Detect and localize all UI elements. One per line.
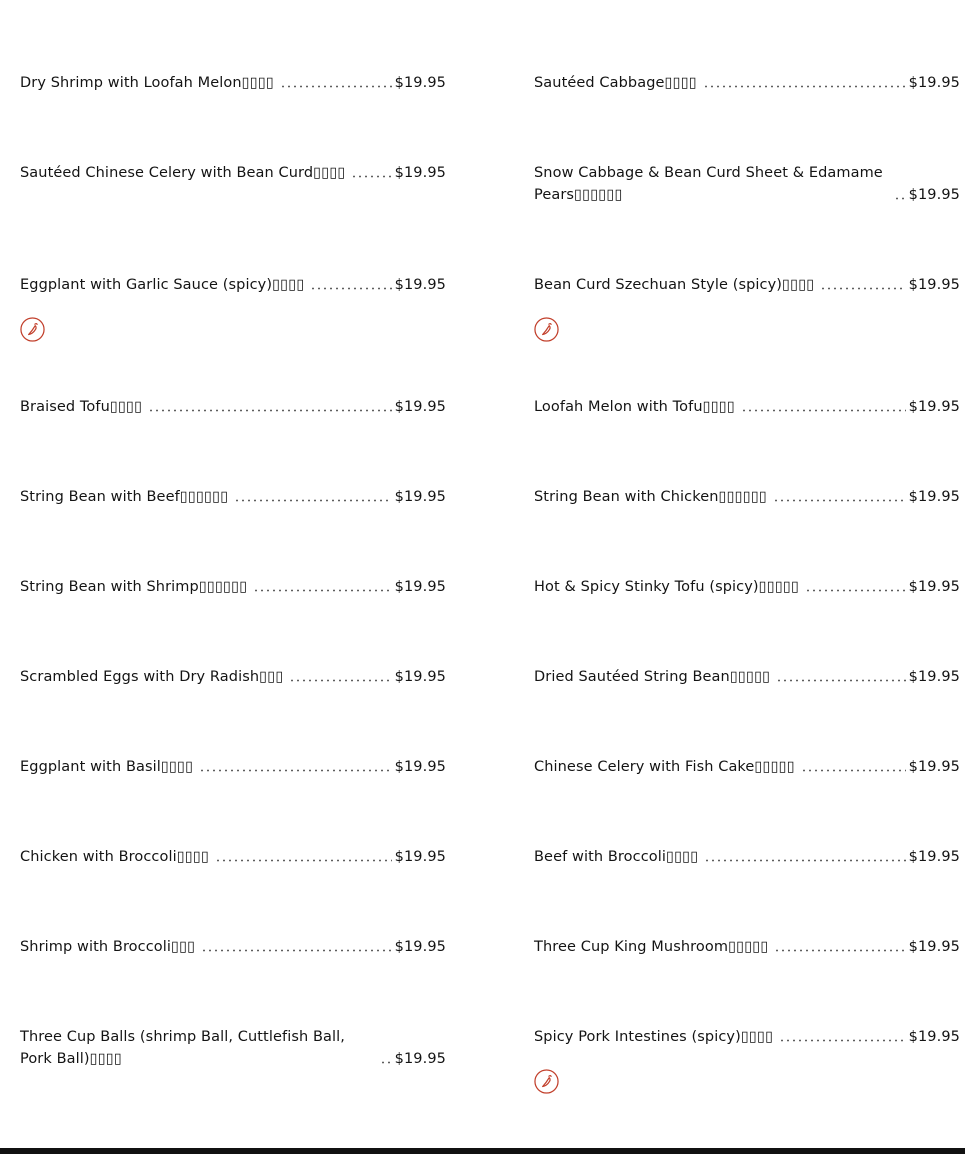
dot-leader — [741, 409, 906, 412]
dot-leader — [703, 85, 906, 88]
dot-leader — [310, 287, 391, 290]
menu-item-name: Dry Shrimp with Loofah Melon▯▯▯▯ — [20, 75, 275, 91]
menu-item-price: $19.95 — [394, 1051, 446, 1067]
menu-item-price: $19.95 — [908, 669, 960, 685]
menu-item-price: $19.95 — [908, 849, 960, 865]
menu-item-name: String Bean with Beef▯▯▯▯▯▯ — [20, 489, 229, 505]
menu-item-price: $19.95 — [394, 489, 446, 505]
menu-item-price: $19.95 — [908, 939, 960, 955]
menu-item-price: $19.95 — [394, 849, 446, 865]
dot-leader — [148, 409, 391, 412]
dot-leader — [894, 197, 906, 200]
menu-item-name: Loofah Melon with Tofu▯▯▯▯ — [534, 399, 735, 415]
menu-item-name: Sautéed Cabbage▯▯▯▯ — [534, 75, 697, 91]
chili-pepper-icon — [534, 317, 559, 342]
menu-item — [534, 1026, 960, 1094]
dot-leader — [779, 1039, 906, 1042]
dot-leader — [805, 589, 906, 592]
menu-item-name: Hot & Spicy Stinky Tofu (spicy)▯▯▯▯▯ — [534, 579, 800, 595]
dot-leader — [199, 769, 391, 772]
chili-pepper-icon — [20, 317, 45, 342]
menu-item — [534, 162, 960, 206]
menu-item — [534, 486, 960, 508]
menu-item-price: $19.95 — [394, 759, 446, 775]
menu-item — [20, 162, 446, 184]
menu-item — [20, 576, 446, 598]
menu-item-price: $19.95 — [908, 1029, 960, 1045]
menu-item-name: Snow Cabbage & Bean Curd Sheet & Edamame Pears▯▯▯▯▯▯ — [534, 165, 883, 203]
menu-item-name: Three Cup Balls (shrimp Ball, Cuttlefish Ball, Pork Ball)▯▯▯▯ — [20, 1029, 345, 1067]
menu-item — [20, 936, 446, 958]
menu-item-price: $19.95 — [394, 669, 446, 685]
menu-item-price: $19.95 — [908, 187, 960, 203]
menu-item — [534, 274, 960, 342]
menu-item-price: $19.95 — [394, 277, 446, 293]
menu-item — [20, 666, 446, 688]
menu-item-price: $19.95 — [394, 399, 446, 415]
menu-item-price: $19.95 — [908, 579, 960, 595]
dot-leader — [234, 499, 391, 502]
menu-item — [20, 274, 446, 342]
menu-item — [20, 756, 446, 778]
menu-item-name: Scrambled Eggs with Dry Radish▯▯▯ — [20, 669, 284, 685]
menu-item-price: $19.95 — [908, 759, 960, 775]
menu-item-name: Beef with Broccoli▯▯▯▯ — [534, 849, 699, 865]
menu-item — [20, 846, 446, 868]
dot-leader — [801, 769, 906, 772]
dot-leader — [704, 859, 905, 862]
menu-item-name: String Bean with Shrimp▯▯▯▯▯▯ — [20, 579, 248, 595]
menu-item — [534, 576, 960, 598]
menu-item-name: Dried Sautéed String Bean▯▯▯▯▯ — [534, 669, 771, 685]
menu-item — [20, 1026, 446, 1070]
menu-item-price: $19.95 — [394, 165, 446, 181]
menu-item-name: Spicy Pork Intestines (spicy)▯▯▯▯ — [534, 1029, 774, 1045]
menu-item — [20, 486, 446, 508]
menu-item-price: $19.95 — [394, 75, 446, 91]
menu-item — [534, 666, 960, 688]
menu-item-price: $19.95 — [908, 399, 960, 415]
menu-item — [534, 936, 960, 958]
chili-pepper-icon — [534, 1069, 559, 1094]
menu-item-name: Three Cup King Mushroom▯▯▯▯▯ — [534, 939, 769, 955]
menu-item-price: $19.95 — [908, 75, 960, 91]
menu-item-name: Shrimp with Broccoli▯▯▯ — [20, 939, 196, 955]
menu-item-name: Braised Tofu▯▯▯▯ — [20, 399, 143, 415]
menu-item-name: Sautéed Chinese Celery with Bean Curd▯▯▯▯ — [20, 165, 346, 181]
menu-item-name: Chinese Celery with Fish Cake▯▯▯▯▯ — [534, 759, 795, 775]
dot-leader — [215, 859, 392, 862]
dot-leader — [774, 949, 905, 952]
menu-item — [20, 396, 446, 418]
menu-item-name: Chicken with Broccoli▯▯▯▯ — [20, 849, 210, 865]
dot-leader — [289, 679, 391, 682]
footer-bar — [0, 1148, 965, 1154]
dot-leader — [280, 85, 392, 88]
menu-item-name: Bean Curd Szechuan Style (spicy)▯▯▯▯ — [534, 277, 815, 293]
dot-leader — [380, 1061, 392, 1064]
menu-item-price: $19.95 — [394, 939, 446, 955]
dot-leader — [351, 175, 391, 178]
dot-leader — [773, 499, 906, 502]
menu-item-name: Eggplant with Basil▯▯▯▯ — [20, 759, 194, 775]
menu-item-price: $19.95 — [908, 489, 960, 505]
dot-leader — [253, 589, 391, 592]
menu-item-name: String Bean with Chicken▯▯▯▯▯▯ — [534, 489, 767, 505]
menu-item-price: $19.95 — [908, 277, 960, 293]
menu-item — [20, 72, 446, 94]
menu-item — [534, 846, 960, 868]
menu-item-name: Eggplant with Garlic Sauce (spicy)▯▯▯▯ — [20, 277, 305, 293]
dot-leader — [776, 679, 905, 682]
menu-item — [534, 396, 960, 418]
menu-item-price: $19.95 — [394, 579, 446, 595]
menu-item — [534, 756, 960, 778]
menu-item — [534, 72, 960, 94]
dot-leader — [201, 949, 391, 952]
dot-leader — [820, 287, 905, 290]
